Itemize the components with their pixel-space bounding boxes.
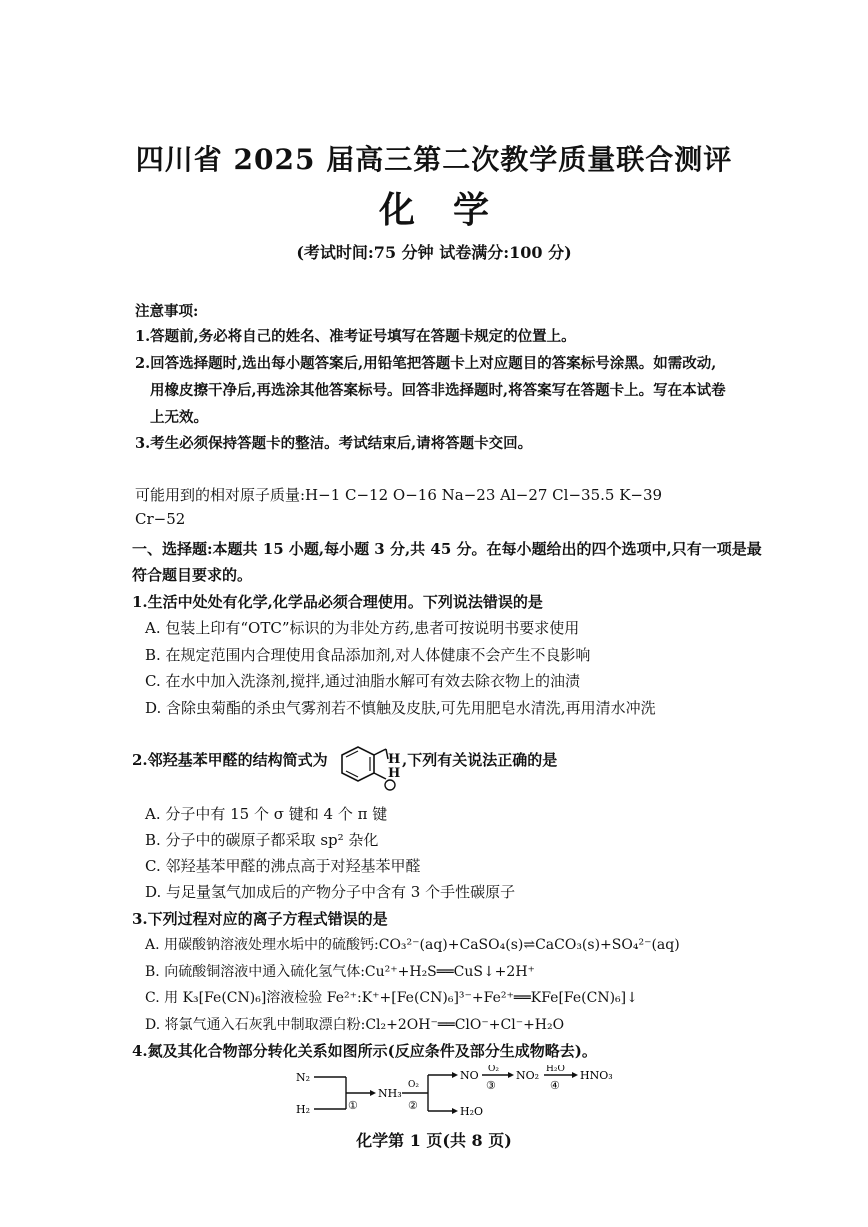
atomic-masses-cont: Cr−52 [135, 510, 186, 528]
exam-info: (考试时间:75 分钟 试卷满分:100 分) [296, 243, 572, 262]
step-4: ④ [550, 1079, 560, 1092]
q1-option-b: B. 在规定范围内合理使用食品添加剂,对人体健康不会产生不良影响 [145, 646, 591, 664]
q3-option-a: A. 用碳酸钠溶液处理水垢中的硫酸钙:CO₃²⁻(aq)+CaSO₄(s)⇌CaCO₃(s)+SO₄²⁻(aq) [145, 937, 680, 953]
no-label: NO [460, 1069, 479, 1082]
atomic-masses: 可能用到的相对原子质量:H−1 C−12 O−16 Na−23 Al−27 Cl−35.5 K−39 [135, 486, 663, 504]
q2-stem-prefix: 2.邻羟基苯甲醛的结构简式为 [132, 751, 328, 769]
step-1: ① [348, 1099, 358, 1112]
h2o-label: H₂O [546, 1065, 565, 1074]
step-3: ③ [486, 1079, 496, 1092]
q2-option-b: B. 分子中的碳原子都采取 sp² 杂化 [145, 831, 379, 849]
notice-item: 2.回答选择题时,选出每小题答案后,用铅笔把答题卡上对应题目的答案标号涂黑。如需改动, [135, 355, 717, 372]
section-heading-cont: 符合题目要求的。 [132, 566, 253, 584]
nh3-label: NH₃ [378, 1087, 402, 1100]
q4-stem: 4.氮及其化合物部分转化关系如图所示(反应条件及部分生成物略去)。 [132, 1042, 597, 1060]
q1-option-d: D. 含除虫菊酯的杀虫气雾剂若不慎触及皮肤,可先用肥皂水清洗,再用清水冲洗 [145, 699, 656, 717]
q2-option-c: C. 邻羟基苯甲醛的沸点高于对羟基苯甲醛 [145, 857, 421, 875]
struct-h-label: H [388, 752, 401, 767]
notice-heading: 注意事项: [135, 303, 199, 320]
q2-option-a: A. 分子中有 15 个 σ 键和 4 个 π 键 [145, 805, 388, 823]
q3-option-b: B. 向硫酸铜溶液中通入硫化氢气体:Cu²⁺+H₂S══CuS↓+2H⁺ [145, 964, 535, 980]
page-footer: 化学第 1 页(共 8 页) [356, 1131, 512, 1150]
q2-option-d: D. 与足量氢气加成后的产物分子中含有 3 个手性碳原子 [145, 883, 516, 901]
o2-label: O₂ [408, 1080, 419, 1090]
no2-label: NO₂ [516, 1069, 540, 1082]
h2o-product-label: H₂O [460, 1105, 484, 1118]
n2-label: N₂ [296, 1071, 311, 1084]
step-2: ② [408, 1099, 418, 1112]
q1-option-c: C. 在水中加入洗涤剂,搅拌,通过油脂水解可有效去除衣物上的油渍 [145, 672, 581, 690]
q1-option-a: A. 包装上印有“OTC”标识的为非处方药,患者可按说明书要求使用 [145, 619, 580, 637]
q1-stem: 1.生活中处处有化学,化学品必须合理使用。下列说法错误的是 [132, 593, 543, 611]
notice-item: 3.考生必须保持答题卡的整洁。考试结束后,请将答题卡交回。 [135, 435, 533, 452]
q3-option-d: D. 将氯气通入石灰乳中制取漂白粉:Cl₂+2OH⁻══ClO⁻+Cl⁻+H₂O [145, 1017, 565, 1033]
notice-item: 用橡皮擦干净后,再选涂其他答案标号。回答非选择题时,将答案写在答题卡上。写在本试卷 [150, 382, 726, 399]
q3-stem: 3.下列过程对应的离子方程式错误的是 [132, 910, 388, 928]
q3-option-c: C. 用 K₃[Fe(CN)₆]溶液检验 Fe²⁺:K⁺+[Fe(CN)₆]³⁻+Fe²⁺══KFe[Fe(CN)₆]↓ [145, 990, 638, 1006]
notice-item: 上无效。 [150, 409, 208, 426]
o2-label: O₂ [488, 1065, 499, 1074]
q2-stem-suffix: ,下列有关说法正确的是 [402, 751, 558, 769]
section-heading: 一、选择题:本题共 15 小题,每小题 3 分,共 45 分。在每小题给出的四个选项中,只有一项是最 [132, 540, 762, 558]
h2-label: H₂ [296, 1103, 311, 1116]
exam-title: 四川省 2025 届高三第二次教学质量联合测评 [135, 143, 733, 176]
subject-title: 化学 [378, 189, 527, 231]
struct-h-label: H [388, 766, 401, 781]
hno3-label: HNO₃ [580, 1069, 613, 1082]
nitrogen-conversion-diagram [290, 1065, 630, 1129]
notice-item: 1.答题前,务必将自己的姓名、准考证号填写在答题卡规定的位置上。 [135, 328, 576, 345]
